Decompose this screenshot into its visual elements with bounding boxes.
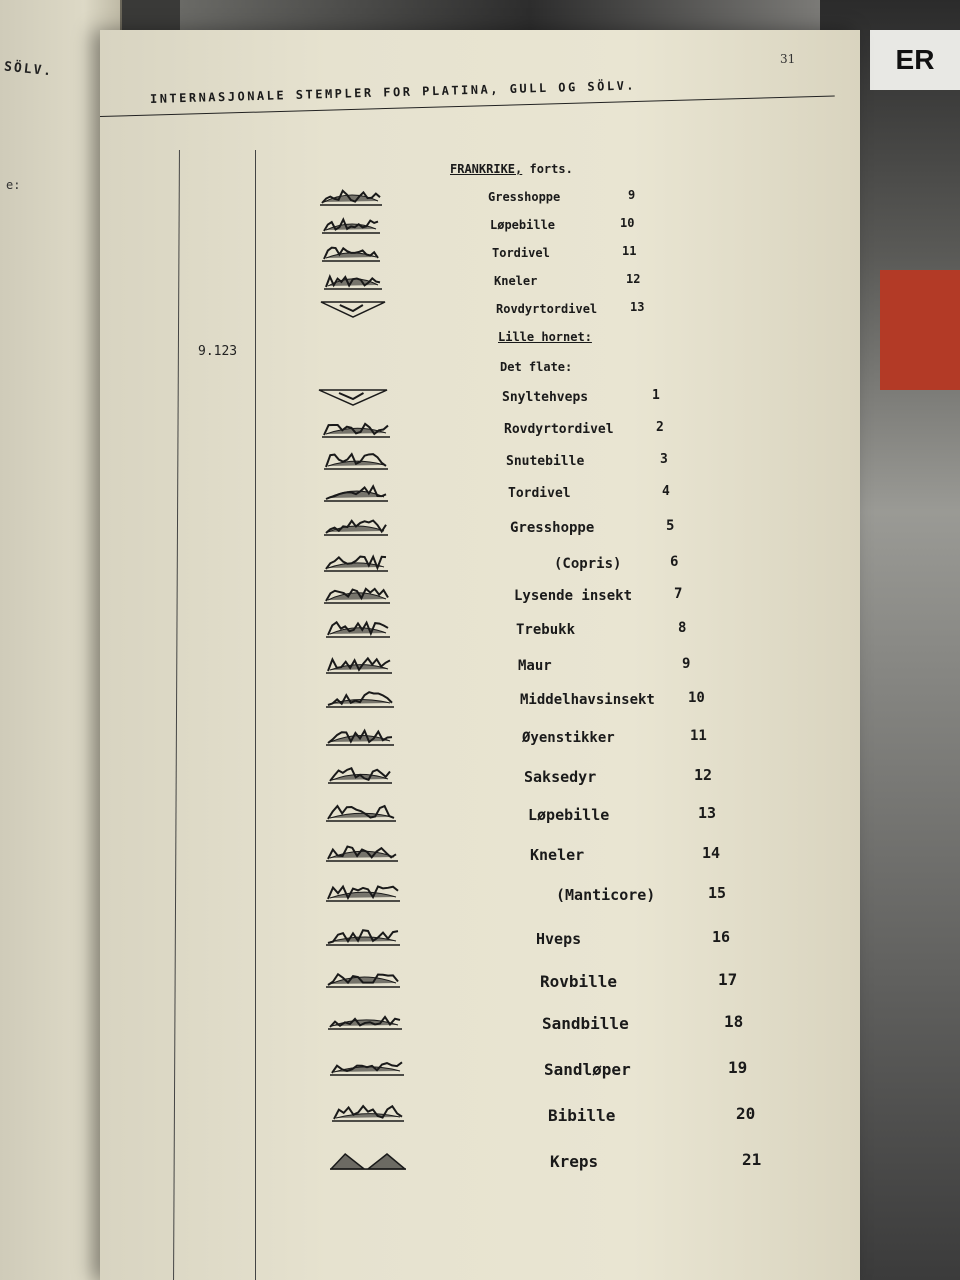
hallmark-stamp: [326, 884, 400, 902]
hallmark-entry: [520, 690, 705, 708]
hallmark-number: 18: [724, 1012, 744, 1031]
hallmark-number: 12: [626, 272, 641, 286]
hallmark-name: Maur: [518, 658, 552, 674]
hallmark-number: 2: [656, 420, 664, 435]
hallmark-name: Gresshoppe: [510, 520, 595, 536]
background-red-book: [880, 270, 960, 390]
hallmark-number: 14: [702, 844, 721, 862]
hallmark-number: 19: [728, 1058, 748, 1077]
hallmark-number: 21: [742, 1150, 762, 1169]
section-subtitle-det-flate: Det flate:: [500, 360, 573, 374]
hallmark-name: Løpebille: [490, 218, 556, 232]
hallmark-name: Kneler: [530, 846, 585, 864]
hallmark-number: 7: [674, 586, 683, 602]
hallmark-stamp: [320, 188, 382, 206]
hallmark-stamp: [332, 1104, 404, 1122]
section-b-title: Lille hornet:: [498, 330, 592, 344]
hallmark-name: Saksedyr: [524, 768, 597, 786]
hallmark-stamp: [326, 690, 394, 708]
hallmark-name: Rovdyrtordivel: [496, 302, 598, 316]
column-rule-right: [255, 150, 256, 1280]
hallmark-stamp: [326, 928, 400, 946]
hallmark-stamp: [322, 216, 380, 234]
hallmark-entry: [494, 272, 641, 288]
book-page: [100, 30, 860, 1280]
hallmark-stamp: [330, 1058, 404, 1076]
hallmark-entry: [540, 970, 738, 991]
section-title-main: FRANKRIKE,: [450, 162, 523, 176]
hallmark-entry: [488, 188, 636, 204]
column-rule-left: [173, 150, 180, 1280]
page-number: 31: [780, 52, 796, 66]
hallmark-name: Løpebille: [528, 806, 610, 824]
hallmark-number: 1: [652, 388, 660, 403]
hallmark-name: Snyltehveps: [502, 390, 589, 405]
hallmark-entry: [490, 216, 635, 232]
hallmark-number: 16: [712, 928, 731, 946]
hallmark-name: Tordivel: [508, 486, 571, 501]
hallmark-entry: [544, 1058, 748, 1079]
hallmark-name: Rovbille: [540, 972, 618, 991]
hallmark-stamp: [322, 244, 380, 262]
section-title-lille-hornet: [498, 330, 592, 344]
hallmark-entry: [550, 1150, 762, 1171]
section-title-frankrike: [450, 162, 573, 176]
hallmark-entry: [502, 388, 660, 405]
hallmark-name: (Copris): [554, 556, 622, 572]
hallmark-entry: [554, 554, 679, 572]
hallmark-stamp: [326, 656, 392, 674]
hallmark-name: Kreps: [550, 1152, 599, 1171]
hallmark-stamp: [324, 554, 388, 572]
hallmark-entry: [492, 244, 637, 260]
hallmark-stamp: [328, 766, 392, 784]
background-book-spine: ER: [870, 30, 960, 90]
left-page-header: SÖLV.: [3, 59, 54, 80]
hallmark-entry: [524, 766, 713, 786]
hallmark-number: 13: [630, 300, 645, 314]
hallmark-entry: [506, 452, 668, 469]
hallmark-entry: [510, 518, 675, 536]
hallmark-name: Sandbille: [542, 1014, 629, 1033]
hallmark-stamp: [328, 1012, 402, 1030]
hallmark-name: Middelhavsinsekt: [520, 692, 655, 708]
hallmark-entry: [518, 656, 691, 674]
hallmark-number: 17: [718, 970, 738, 989]
hallmark-number: 10: [620, 216, 635, 230]
hallmark-number: 15: [708, 884, 727, 902]
running-header: INTERNASJONALE STEMPLER FOR PLATINA, GULL OG SÖLV.: [149, 78, 637, 106]
hallmark-entry: [530, 844, 721, 864]
left-page-fragment: e:: [6, 178, 21, 192]
hallmark-name: Hveps: [536, 930, 582, 948]
hallmark-name: Bibille: [548, 1106, 616, 1125]
hallmark-name: Gresshoppe: [488, 190, 561, 204]
hallmark-number: 9: [682, 656, 691, 672]
hallmark-stamp: [326, 970, 400, 988]
hallmark-stamp: [324, 484, 388, 502]
hallmark-name: Øyenstikker: [522, 730, 615, 746]
hallmark-entry: [496, 300, 645, 316]
hallmark-entry: [504, 420, 664, 437]
hallmark-stamp: [320, 300, 386, 318]
hallmark-number: 11: [690, 728, 707, 744]
hallmark-name: Trebukk: [516, 622, 576, 638]
hallmark-stamp: [324, 518, 388, 536]
hallmark-number: 9: [628, 188, 636, 202]
hallmark-entry: [548, 1104, 756, 1125]
hallmark-number: 10: [688, 690, 705, 706]
hallmark-number: 4: [662, 484, 670, 499]
hallmark-stamp: [330, 1150, 406, 1168]
hallmark-entry: [514, 586, 683, 604]
hallmark-number: 5: [666, 518, 675, 534]
hallmark-entry: [556, 884, 727, 904]
hallmark-name: Lysende insekt: [514, 588, 633, 604]
hallmark-number: 12: [694, 766, 713, 784]
hallmark-name: Sandløper: [544, 1060, 631, 1079]
section-title-suffix: forts.: [522, 162, 573, 176]
hallmark-stamp: [324, 272, 382, 290]
hallmark-name: Snutebille: [506, 454, 585, 469]
hallmark-entry: [516, 620, 687, 638]
hallmark-number: 11: [622, 244, 637, 258]
hallmark-stamp: [326, 728, 394, 746]
hallmark-entry: [536, 928, 731, 948]
hallmark-entry: [528, 804, 717, 824]
hallmark-number: 6: [670, 554, 679, 570]
hallmark-stamp: [326, 844, 398, 862]
hallmark-name: (Manticore): [556, 886, 656, 904]
hallmark-number: 20: [736, 1104, 756, 1123]
hallmark-entry: [508, 484, 670, 501]
hallmark-stamp: [326, 620, 390, 638]
hallmark-stamp: [324, 452, 388, 470]
hallmark-stamp: [326, 804, 396, 822]
hallmark-entry: [522, 728, 707, 746]
hallmark-name: Rovdyrtordivel: [504, 422, 614, 437]
hallmark-entry: [542, 1012, 744, 1033]
hallmark-stamp: [322, 420, 390, 438]
hallmark-number: 8: [678, 620, 687, 636]
hallmark-number: 13: [698, 804, 717, 822]
reference-number: 9.123: [198, 344, 238, 359]
hallmark-stamp: [318, 388, 388, 406]
hallmark-name: Tordivel: [492, 246, 550, 260]
hallmark-stamp: [324, 586, 390, 604]
hallmark-number: 3: [660, 452, 668, 467]
hallmark-name: Kneler: [494, 274, 538, 288]
